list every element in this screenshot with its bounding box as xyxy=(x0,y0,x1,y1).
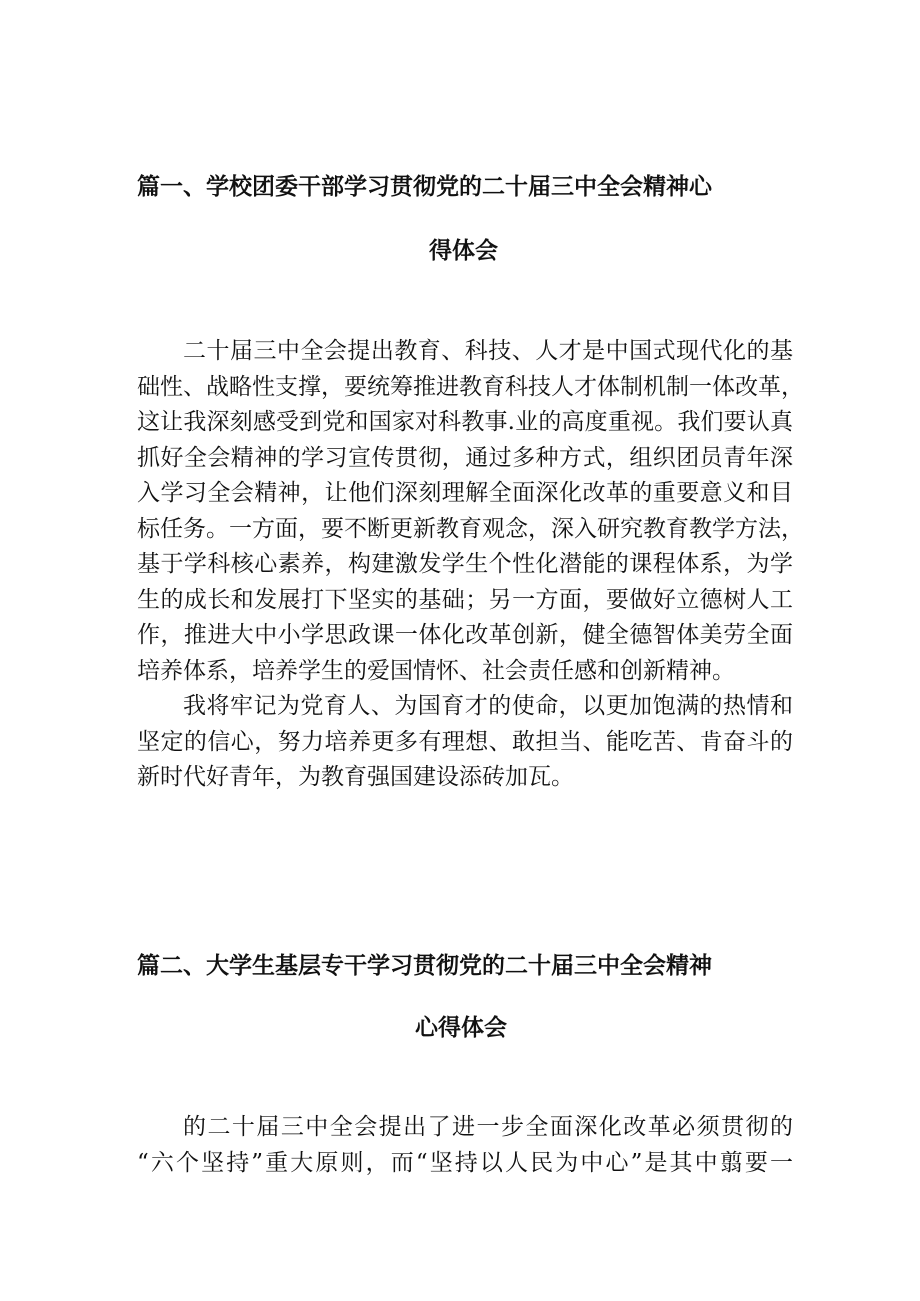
section-2-body xyxy=(137,1110,793,1181)
paragraph-line: 坚定的信心，努力培养更多有理想、敢担当、能吃苦、肯奋斗的 xyxy=(137,728,793,755)
paragraph-line: 二十届三中全会提出教育、科技、人才是中国式现代化的基 xyxy=(183,338,793,364)
paragraph-line: 新时代好青年，为教育强国建设添砖加瓦。 xyxy=(137,764,574,790)
paragraph-line: 础性、战略性支撑，要统筹推进教育科技人才体制机制一体改革， xyxy=(137,373,804,400)
section-2-heading-line-1: 篇二、大学生基层专干学习贯彻党的二十届三中全会精神 xyxy=(137,953,712,979)
paragraph-line: 我将牢记为党育人、为国育才的使命，以更加饱满的热情和 xyxy=(183,693,793,719)
paragraph-line: 作，推进大中小学思政课一体化改革创新，健全德智体美劳全面 xyxy=(137,622,793,648)
paragraph-line: 生的成长和发展打下坚实的基础；另一方面，要做好立德树人工 xyxy=(137,586,793,613)
section-1-paragraph-1 xyxy=(137,334,804,689)
paragraph-line: 培养体系，培养学生的爱国情怀、社会责任感和创新精神。 xyxy=(137,657,735,684)
section-2-heading-line-2: 心得体会 xyxy=(415,1015,507,1041)
section-1-body xyxy=(137,334,804,796)
paragraph-line: “六个坚持”重大原则，而“坚持以人民为中心”是其中翦要一 xyxy=(137,1149,793,1176)
paragraph-line: 的二十届三中全会提出了进一步全面深化改革必须贯彻的 xyxy=(183,1114,793,1140)
section-1-paragraph-2 xyxy=(137,689,793,796)
paragraph-line: 抓好全会精神的学习宣传贯彻，通过多种方式，组织团员青年深 xyxy=(137,444,793,471)
paragraph-line: 入学习全会精神，让他们深刻理解全面深化改革的重要意义和目 xyxy=(137,480,793,506)
section-2-paragraph-1 xyxy=(137,1110,793,1181)
paragraph-line: 基于学科核心素养，构建激发学生个性化潜能的课程体系，为学 xyxy=(137,551,793,577)
paragraph-line: 标任务。一方面，要不断更新教育观念，深入研究教育教学方法， xyxy=(137,515,804,542)
paragraph-line: 这让我深刻感受到党和国家对科教事.业的高度重视。我们要认真 xyxy=(137,409,793,435)
section-1-heading-line-1: 篇一、学校团委干部学习贯彻党的二十届三中全会精神心 xyxy=(137,174,712,200)
section-1-heading-line-2: 得体会 xyxy=(429,238,498,264)
